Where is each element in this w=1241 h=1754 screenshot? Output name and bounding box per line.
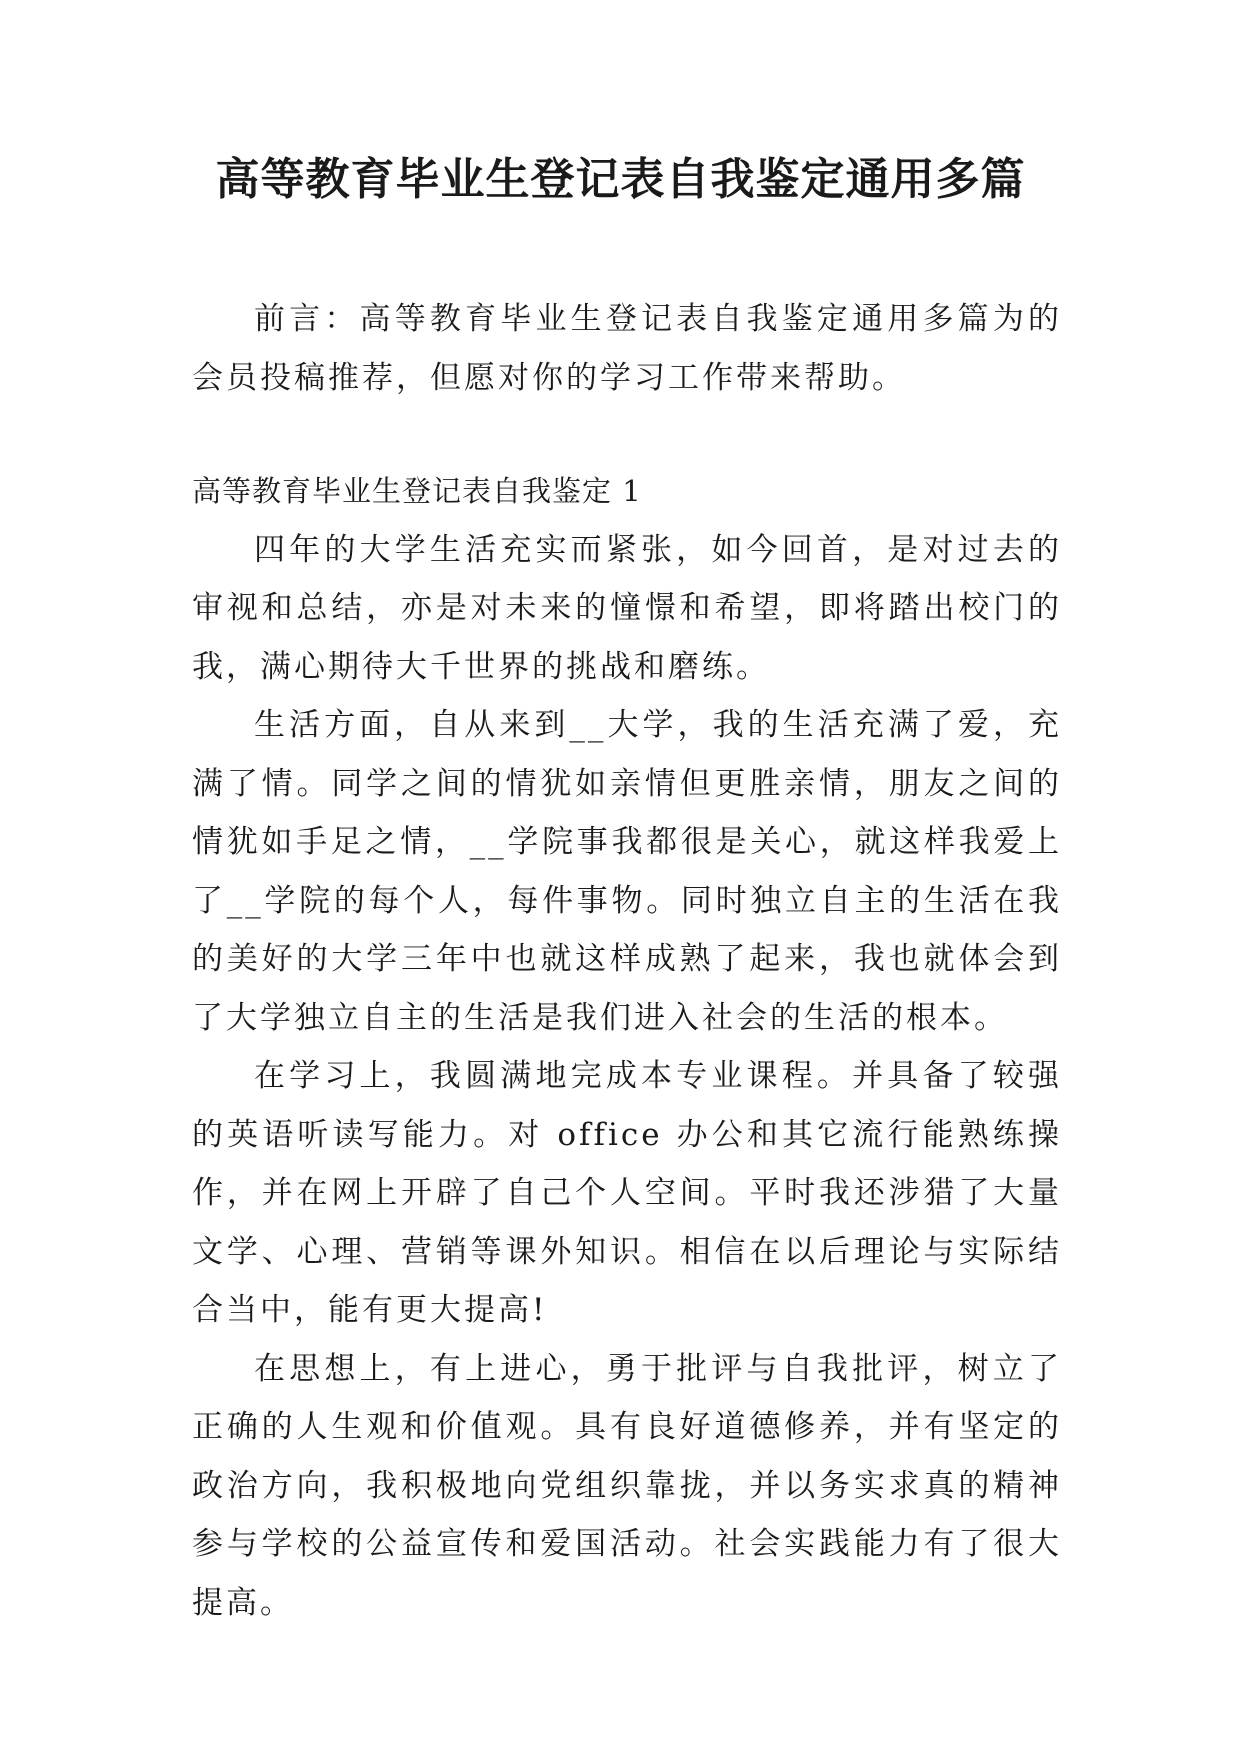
body-paragraph: 四年的大学生活充实而紧张，如今回首，是对过去的审视和总结，亦是对未来的憧憬和希望，即将踏出校门的我，满心期待大千世界的挑战和磨练。: [192, 531, 1062, 685]
body-paragraph: 在思想上，有上进心，勇于批评与自我批评，树立了正确的人生观和价值观。具有良好道德修养，并有坚定的政治方向，我积极地向党组织靠拢，并以务实求真的精神参与学校的公益宣传和爱国活动。社会实践能力有了很大提高。: [192, 1350, 1062, 1621]
section-heading: 高等教育毕业生登记表自我鉴定 1: [192, 474, 642, 508]
preface-block: [192, 290, 1062, 407]
body-paragraph: 在学习上，我圆满地完成本专业课程。并具备了较强的英语听读写能力。对 office 办公和其它流行能熟练操作，并在网上开辟了自己个人空间。平时我还涉猎了大量文学、心理、营销等课外知识。相信在以后理论与实际结合当中，能有更大提高!: [192, 1058, 1062, 1328]
preface-paragraph: 前言：高等教育毕业生登记表自我鉴定通用多篇为的会员投稿推荐，但愿对你的学习工作带来帮助。: [192, 301, 1062, 396]
section-1: [192, 462, 1062, 1632]
body-paragraph: 生活方面，自从来到__大学，我的生活充满了爱，充满了情。同学之间的情犹如亲情但更胜亲情，朋友之间的情犹如手足之情，__学院事我都很是关心，就这样我爱上了__学院的每个人，每件事物。同时独立自主的生活在我的美好的大学三年中也就这样成熟了起来，我也就体会到了大学独立自主的生活是我们进入社会的生活的根本。: [192, 707, 1062, 1036]
document-title: 高等教育毕业生登记表自我鉴定通用多篇: [215, 154, 1026, 205]
